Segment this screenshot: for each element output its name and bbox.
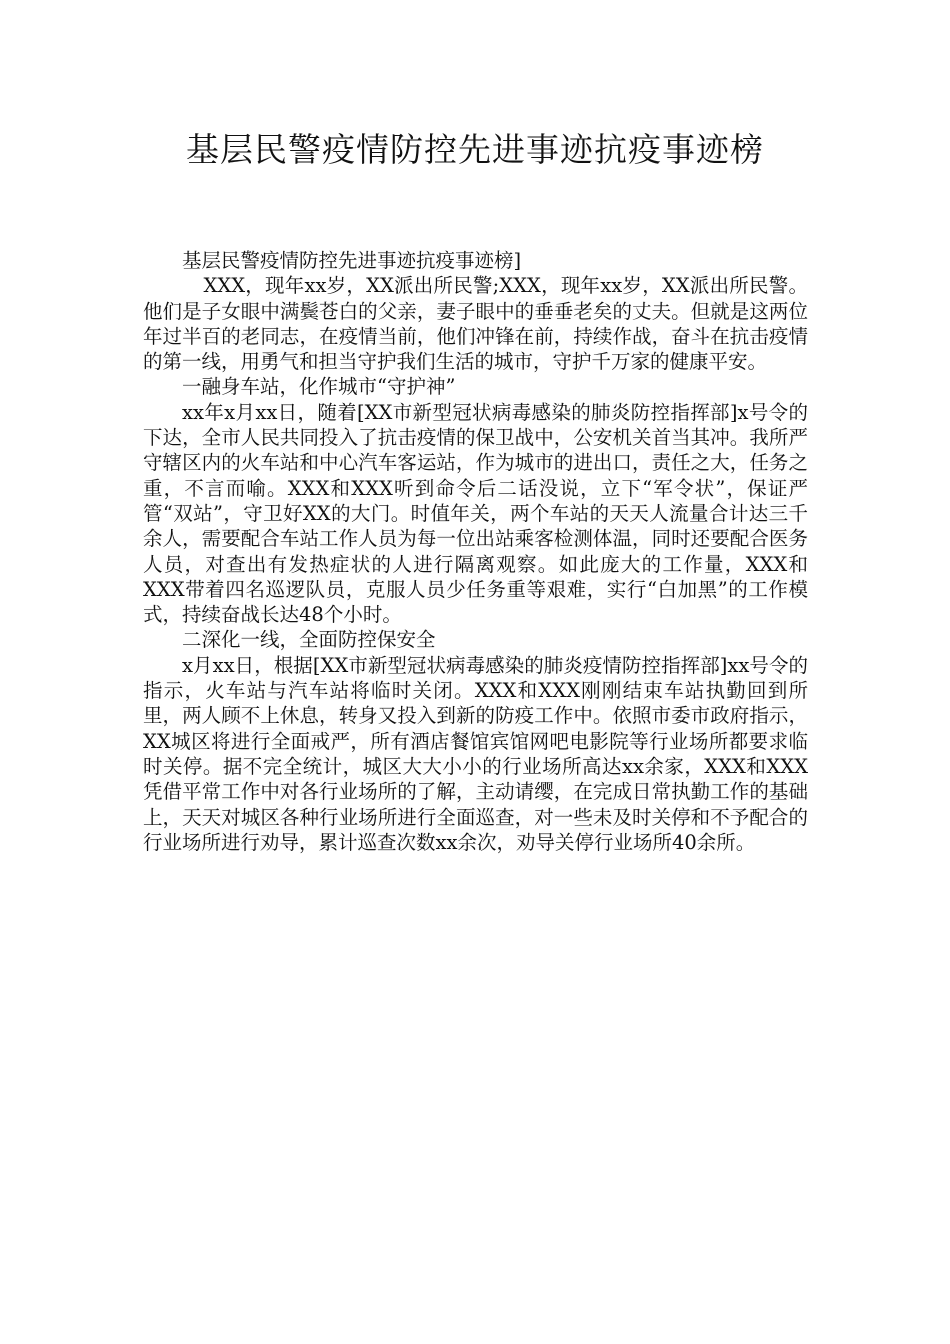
- document-title: 基层民警疫情防控先进事迹抗疫事迹榜: [186, 130, 764, 169]
- section-heading-2: 二深化一线，全面防控保安全: [182, 628, 436, 652]
- document-body: [143, 248, 808, 855]
- body-paragraph-subtitle: 基层民警疫情防控先进事迹抗疫事迹榜]: [182, 249, 522, 272]
- body-paragraph-section-1: xx年x月xx日，随着[XX市新型冠状病毒感染的肺炎防控指挥部]x号令的下达，全市人民共同投入了抗击疫情的保卫战中，公安机关首当其冲。我所严守辖区内的火车站和中心汽车客运站，作为城市的进出口，责任之大，任务之重，不言而喻。XXX和XXX听到命令后二话没说，立下“军令状”，保证严管“双站”，守卫好XX的大门。时值年关，两个车站的天天人流量合计达三千余人，需要配合车站工作人员为每一位出站乘客检测体温，同时还要配合医务人员，对查出有发热症状的人进行隔离观察。如此庞大的工作量，XXX和XXX带着四名巡逻队员，克服人员少任务重等艰难，实行“白加黑”的工作模式，持续奋战长达48个小时。: [143, 400, 808, 627]
- section-heading-1: 一融身车站，化作城市“守护神”: [182, 375, 456, 399]
- body-paragraph-intro: XXX，现年xx岁，XX派出所民警;XXX，现年xx岁，XX派出所民警。他们是子女眼中满鬓苍白的父亲，妻子眼中的垂垂老矣的丈夫。但就是这两位年过半百的老同志，在疫情当前，他们冲锋在前，持续作战，奋斗在抗击疫情的第一线，用勇气和担当守护我们生活的城市，守护千万家的健康平安。: [143, 274, 808, 374]
- body-paragraph-section-2: x月xx日，根据[XX市新型冠状病毒感染的肺炎疫情防控指挥部]xx号令的指示，火车站与汽车站将临时关闭。XXX和XXX刚刚结束车站执勤回到所里，两人顾不上休息，转身又投入到新的防疫工作中。依照市委市政府指示，XX城区将进行全面戒严，所有酒店餐馆宾馆网吧电影院等行业场所都要求临时关停。据不完全统计，城区大大小小的行业场所高达xx余家，XXX和XXX凭借平常工作中对各行业场所的了解，主动请缨，在完成日常执勤工作的基础上，天天对城区各种行业场所进行全面巡查，对一些未及时关停和不予配合的行业场所进行劝导，累计巡查次数xx余次，劝导关停行业场所40余所。: [143, 653, 808, 854]
